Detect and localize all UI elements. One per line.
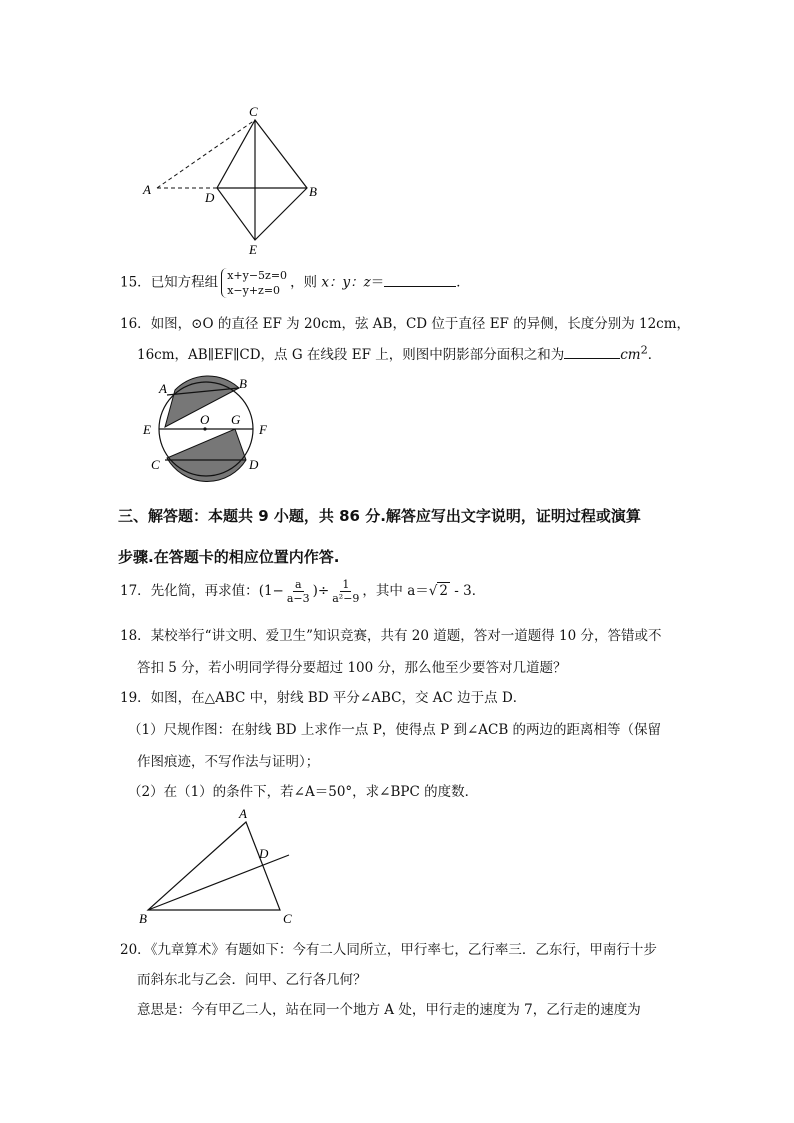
q17-prefix: 先化简，再求值： (150, 583, 259, 599)
q16-end: ． (647, 347, 662, 363)
question-20-line2: 而斜东北与乙会．问甲、乙行各几何？ (137, 972, 367, 988)
q17-f2-num: 1 (342, 578, 350, 591)
q16-answer-blank (564, 346, 620, 359)
kite-shape (217, 120, 307, 240)
question-16-line2 (137, 343, 661, 363)
q15-answer-blank (384, 274, 456, 287)
q20-number: 20． (120, 942, 151, 958)
q16-text-line2: 16cm，AB∥EF∥CD，点 G 在线段 EF 上，则图中阴影部分面积之和为 (137, 347, 565, 363)
q15-number: 15． (120, 274, 151, 291)
circle-label-f: F (259, 422, 267, 437)
circle-label-b: B (239, 376, 247, 391)
q20-text-line1: 《九章算术》有题如下：今有二人同所立，甲行率七，乙行率三．乙东行，甲南行十步 (150, 942, 657, 958)
kite-figure (135, 100, 335, 260)
question-18-line2: 答扣 5 分，若小明同学得分要超过 100 分，那么他至少要答对几道题？ (137, 660, 567, 676)
circle-center-dot (203, 427, 206, 430)
circle-label-c: C (151, 457, 160, 472)
kite-label-c: C (249, 104, 258, 119)
q15-eq1: x+y−5z=0 (227, 269, 288, 282)
triangle-label-b: B (139, 911, 147, 926)
q17-fraction-1 (285, 578, 312, 605)
q15-eq2: x−y+z=0 (227, 284, 281, 297)
triangle-figure (135, 805, 305, 930)
q16-text-line1: 如图，⊙O 的直径 EF 为 20cm，弦 AB，CD 位于直径 EF 的异侧，长度分别为 12cm， (150, 316, 691, 332)
question-18-line1 (120, 624, 662, 644)
q17-div: ÷ (317, 583, 330, 599)
q16-number: 16． (120, 316, 151, 332)
triangle-label-d: D (259, 846, 269, 861)
q17-f2-den: a²−9 (332, 592, 360, 605)
kite-label-e: E (249, 242, 257, 257)
circle-label-e: E (143, 422, 151, 437)
circle-label-g: G (231, 412, 241, 427)
question-19-line1 (120, 686, 526, 706)
q19-number: 19． (120, 690, 151, 706)
q19-text-line1: 如图，在△ABC 中，射线 BD 平分∠ABC，交 AC 边于点 D． (150, 690, 527, 706)
circle-shaded-bottom (167, 429, 246, 481)
kite-label-a: A (143, 182, 151, 197)
question-19-part1-line1: （1）尺规作图：在射线 BD 上求作一点 P，使得点 P 到∠ACB 的两边的距离相等（保留 (128, 722, 662, 738)
q17-tail: - 3． (449, 583, 486, 599)
question-20-line3: 意思是：今有甲乙二人，站在同一个地方 A 处，甲行走的速度为 7，乙行走的速度为 (137, 1002, 641, 1018)
triangle-label-c: C (283, 911, 292, 926)
q15-mid: ，则 (290, 274, 322, 291)
section-3-heading-line2: 步骤.在答题卡的相应位置内作答. (118, 548, 340, 566)
kite-label-d: D (205, 190, 215, 205)
q15-equation-system (221, 268, 287, 298)
kite-label-b: B (309, 184, 317, 199)
circle-label-d: D (249, 457, 259, 472)
q17-fraction-2 (330, 578, 361, 605)
q16-unit-sup: 2 (640, 343, 648, 357)
triangle-ray-bd (148, 855, 289, 910)
question-19-part1-line2: 作图痕迹，不写作法与证明）； (137, 754, 320, 770)
q18-text-line1: 某校举行“讲文明、爱卫生”知识竞赛，共有 20 道题，答对一道题得 10 分，答错或不 (150, 628, 662, 644)
q17-open: (1− (258, 583, 284, 599)
q18-number: 18． (120, 628, 151, 644)
q15-vars: x：y：z (321, 274, 371, 291)
triangle-label-a: A (239, 806, 247, 821)
q17-number: 17． (120, 583, 151, 599)
q17-close: ) (312, 583, 318, 599)
q17-root: 2 (439, 583, 448, 599)
q15-end: ． (456, 274, 470, 291)
question-20-line1 (120, 938, 657, 958)
circle-label-a: A (159, 381, 167, 396)
q16-unit: cm (620, 347, 641, 363)
q15-prefix: 已知方程组 (150, 274, 219, 291)
q17-f1-den: a−3 (286, 592, 310, 605)
question-19-part2: （2）在（1）的条件下，若∠A＝50°，求∠BPC 的度数． (128, 784, 479, 800)
circle-label-o: O (200, 412, 210, 427)
circle-figure (135, 372, 285, 482)
question-17: 17．先化简，再求值：(1− $\frac{a}{a-3}$ )÷ $\frac{1}{\text{a²−9}}$ ，其中 a＝√ 2 - 3． (120, 578, 486, 605)
q17-f1-num: a (294, 578, 302, 591)
q17-mid: ，其中 a＝ (362, 583, 429, 599)
section-3-heading-line1: 三、解答题：本题共 9 小题，共 86 分.解答应写出文字说明，证明过程或演算 (118, 507, 641, 525)
kite-dashed-ac (157, 120, 255, 188)
q15-eq-sign: ＝ (370, 274, 385, 291)
question-15 (120, 268, 470, 298)
question-16-line1 (120, 312, 690, 332)
